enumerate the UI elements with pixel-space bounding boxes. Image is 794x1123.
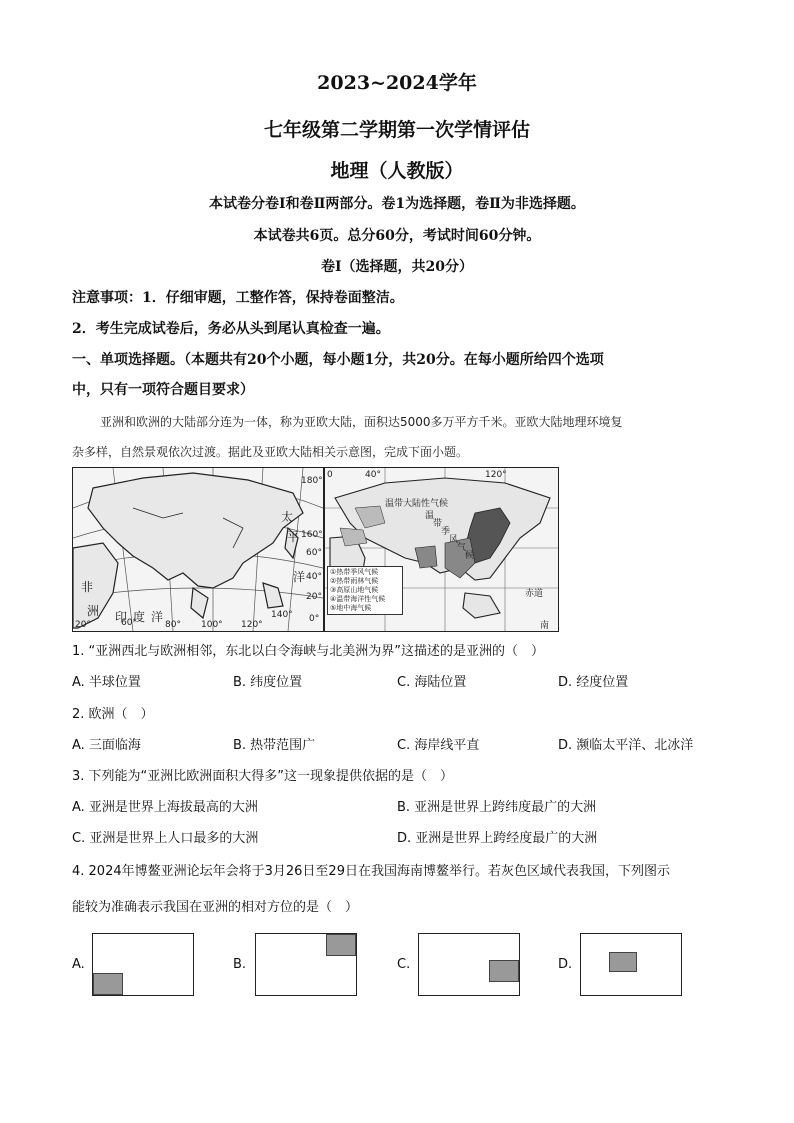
- lat-20-left: 20°: [75, 620, 91, 630]
- q2-option-d[interactable]: D. 濒临太平洋、北冰洋: [558, 738, 694, 753]
- q3-option-c[interactable]: C. 亚洲是世界上人口最多的大洲: [72, 831, 259, 846]
- label-africa-2: 洲: [87, 604, 100, 618]
- question-2-stem: 2. 欧洲（ ）: [72, 707, 154, 722]
- q4-option-a[interactable]: A.: [72, 957, 85, 972]
- lat-60: 60°: [306, 548, 322, 558]
- section-heading-b: 中，只有一项符合题目要求）: [72, 382, 254, 398]
- lon-0: 0: [327, 470, 333, 480]
- asia-location-map: [72, 467, 324, 632]
- eurasia-map-figure: [72, 467, 559, 630]
- label-pacific-2: 平: [287, 530, 300, 544]
- lon-60: 60°: [121, 618, 137, 628]
- note-2: 2．考生完成试卷后，务必从头到尾认真检查一遍。: [72, 321, 390, 337]
- label-temperate-3: 季: [441, 527, 451, 537]
- q3-option-d[interactable]: D. 亚洲是世界上跨经度最广的大洲: [397, 831, 598, 846]
- q2-option-a[interactable]: A. 三面临海: [72, 738, 141, 753]
- lat-0: 0°: [309, 614, 320, 624]
- legend-item-5: ⑤地中海气候: [330, 604, 372, 612]
- label-temperate-2: 带: [433, 519, 443, 529]
- q1-option-d[interactable]: D. 经度位置: [558, 675, 629, 690]
- instruction-line-2: 本试卷共6页。总分60分，考试时间60分钟。: [253, 228, 541, 244]
- q4-option-b[interactable]: B.: [233, 957, 247, 972]
- asia-map-drawing: [73, 468, 323, 631]
- q1-option-b[interactable]: B. 纬度位置: [233, 675, 303, 690]
- q2-option-b[interactable]: B. 热带范围广: [233, 738, 316, 753]
- exam-year: 2023~2024学年: [317, 72, 477, 94]
- label-equator: 赤道: [525, 589, 544, 599]
- label-pacific-3: 洋: [293, 570, 306, 584]
- lon-160: 160°: [301, 530, 323, 540]
- lon-80: 80°: [165, 620, 181, 630]
- q4-b-china-box: [326, 934, 356, 956]
- label-temperate-6: 候: [465, 551, 475, 561]
- q4-a-china-box: [93, 973, 123, 995]
- lon-40: 40°: [365, 470, 381, 480]
- label-temperate-4: 风: [449, 535, 459, 545]
- legend-item-1: ①热带季风气候: [330, 568, 379, 576]
- q2-option-c[interactable]: C. 海岸线平直: [397, 738, 480, 753]
- q4-option-d-diagram[interactable]: [580, 933, 682, 996]
- section-heading-a: 一、单项选择题。（本题共有20个小题，每小题1分，共20分。在每小题所给四个选项: [72, 352, 604, 368]
- label-temperate-5: 气: [457, 543, 467, 553]
- legend-item-3: ③高原山地气候: [330, 586, 379, 594]
- legend-item-2: ②热带雨林气候: [330, 577, 379, 585]
- volume-heading: 卷Ⅰ（选择题，共20分）: [320, 259, 474, 275]
- note-1: 注意事项：1．仔细审题，工整作答，保持卷面整洁。: [72, 290, 404, 306]
- question-4-stem: 4. 2024年博鳌亚洲论坛年会将于3月26日至29日在我国海南博鳌举行。若灰色区域代表我国，下列图示: [72, 864, 670, 879]
- question-1-stem: 1. “亚洲西北与欧洲相邻，东北以白令海峡与北美洲为界”这描述的是亚洲的（ ）: [72, 644, 545, 659]
- climate-legend: [327, 566, 403, 615]
- lat-20: 20°: [306, 592, 322, 602]
- lon-120: 120°: [241, 620, 263, 630]
- q4-option-b-diagram[interactable]: [255, 933, 357, 996]
- q4-option-c[interactable]: C.: [397, 957, 411, 972]
- label-south: 南: [540, 621, 550, 631]
- label-continental: 温带大陆性气候: [385, 499, 449, 509]
- lat-40: 40°: [306, 572, 322, 582]
- q3-option-a[interactable]: A. 亚洲是世界上海拔最高的大洲: [72, 800, 258, 815]
- lon-100: 100°: [201, 620, 223, 630]
- q4-c-china-box: [489, 960, 519, 982]
- lon-120r: 120°: [485, 470, 507, 480]
- lon-140: 140°: [271, 610, 293, 620]
- label-indian-2: 度: [133, 610, 146, 624]
- legend-item-4: ④温带海洋性气候: [330, 595, 386, 603]
- question-4-stem-2: 能较为准确表示我国在亚洲的相对方位的是（ ）: [72, 900, 359, 915]
- exam-subject: 地理（人教版）: [330, 160, 464, 182]
- exam-title: 七年级第二学期第一次学情评估: [263, 119, 530, 141]
- label-indian-1: 印: [115, 610, 128, 624]
- passage-line-2: 杂多样，自然景观依次过渡。据此及亚欧大陆相关示意图，完成下面小题。: [72, 445, 469, 459]
- label-africa-1: 非: [81, 580, 94, 594]
- label-ocean-1: 洋: [151, 610, 164, 624]
- q1-option-c[interactable]: C. 海陆位置: [397, 675, 467, 690]
- label-pacific-1: 太: [281, 510, 294, 524]
- q3-option-b[interactable]: B. 亚洲是世界上跨纬度最广的大洲: [397, 800, 597, 815]
- q4-option-a-diagram[interactable]: [92, 933, 194, 996]
- label-temperate-1: 温: [425, 511, 435, 521]
- passage-line-1: 亚洲和欧洲的大陆部分连为一体，称为亚欧大陆，面积达5000多万平方千米。亚欧大陆地理环境复: [100, 415, 623, 429]
- q4-d-china-box: [609, 952, 637, 972]
- climate-map: [324, 467, 559, 632]
- lon-180: 180°: [301, 476, 323, 486]
- question-3-stem: 3. 下列能为“亚洲比欧洲面积大得多”这一现象提供依据的是（ ）: [72, 769, 454, 784]
- q4-option-d[interactable]: D.: [558, 957, 573, 972]
- q1-option-a[interactable]: A. 半球位置: [72, 675, 141, 690]
- instruction-line-1: 本试卷分卷Ⅰ和卷Ⅱ两部分。卷1为选择题，卷Ⅱ为非选择题。: [209, 196, 585, 212]
- q4-option-c-diagram[interactable]: [418, 933, 520, 996]
